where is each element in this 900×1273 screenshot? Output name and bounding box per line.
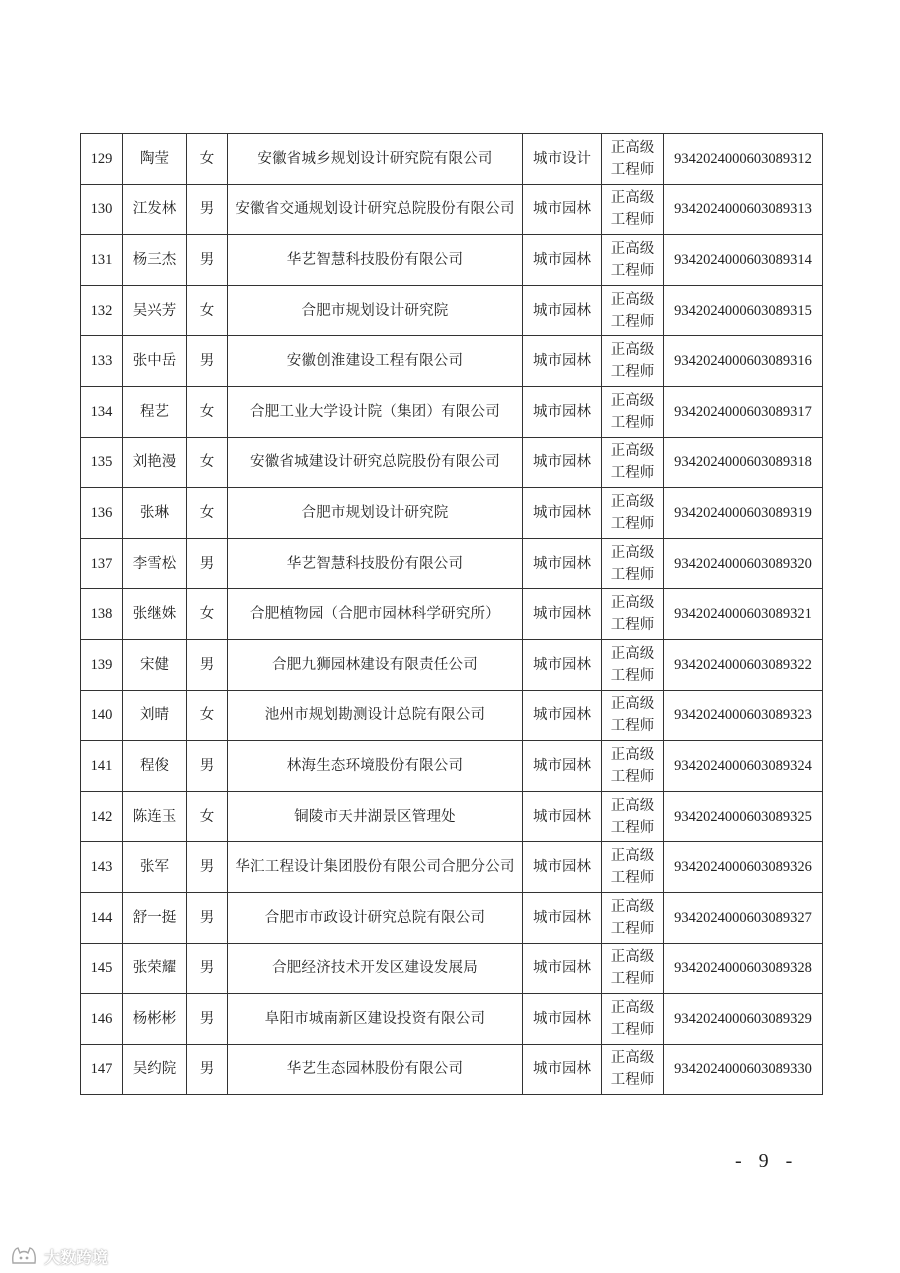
person-name: 程俊: [123, 741, 187, 792]
title-line-1: 正高级: [610, 848, 655, 865]
certificate-number: 9342024000603089318: [664, 437, 823, 488]
specialty-field: 城市园林: [523, 589, 602, 640]
gender: 男: [187, 741, 228, 792]
organization: 合肥市规划设计研究院: [228, 285, 523, 336]
professional-title: [602, 386, 664, 437]
person-name: 杨三杰: [123, 235, 187, 286]
table-row: [81, 488, 823, 539]
title-line-1: 正高级: [610, 797, 655, 814]
row-number: 142: [81, 791, 123, 842]
title-line-2: 工程师: [610, 313, 655, 330]
table-row: [81, 235, 823, 286]
table-row: [81, 386, 823, 437]
professional-title: [602, 589, 664, 640]
professional-title: [602, 336, 664, 387]
title-line-1: 正高级: [610, 342, 655, 359]
title-line-2: 工程师: [610, 1021, 655, 1038]
specialty-field: 城市园林: [523, 336, 602, 387]
table-row: [81, 943, 823, 994]
table-row: [81, 336, 823, 387]
row-number: 137: [81, 538, 123, 589]
table-row: [81, 892, 823, 943]
title-line-1: 正高级: [610, 493, 655, 510]
row-number: 140: [81, 690, 123, 741]
specialty-field: 城市园林: [523, 285, 602, 336]
watermark-text: 大数跨境: [44, 1247, 109, 1267]
title-line-2: 工程师: [610, 971, 655, 988]
certificate-number: 9342024000603089330: [664, 1044, 823, 1095]
organization: 华汇工程设计集团股份有限公司合肥分公司: [228, 842, 523, 893]
person-name: 程艺: [123, 386, 187, 437]
organization: 阜阳市城南新区建设投资有限公司: [228, 994, 523, 1045]
specialty-field: 城市园林: [523, 386, 602, 437]
row-number: 146: [81, 994, 123, 1045]
specialty-field: 城市园林: [523, 791, 602, 842]
professional-title: [602, 437, 664, 488]
certificate-number: 9342024000603089312: [664, 134, 823, 185]
roster-table: [80, 133, 823, 1095]
row-number: 136: [81, 488, 123, 539]
organization: 池州市规划勘测设计总院有限公司: [228, 690, 523, 741]
title-line-1: 正高级: [610, 190, 655, 207]
specialty-field: 城市园林: [523, 690, 602, 741]
person-name: 李雪松: [123, 538, 187, 589]
cat-logo-icon: [10, 1245, 40, 1267]
row-number: 134: [81, 386, 123, 437]
table-row: [81, 184, 823, 235]
gender: 女: [187, 488, 228, 539]
gender: 女: [187, 589, 228, 640]
person-name: 刘晴: [123, 690, 187, 741]
title-line-1: 正高级: [610, 898, 655, 915]
person-name: 杨彬彬: [123, 994, 187, 1045]
table-row: [81, 690, 823, 741]
gender: 男: [187, 639, 228, 690]
table-row: [81, 285, 823, 336]
row-number: 144: [81, 892, 123, 943]
row-number: 132: [81, 285, 123, 336]
professional-title: [602, 943, 664, 994]
certificate-number: 9342024000603089314: [664, 235, 823, 286]
title-line-2: 工程师: [610, 617, 655, 634]
certificate-number: 9342024000603089327: [664, 892, 823, 943]
table-row: [81, 842, 823, 893]
professional-title: [602, 488, 664, 539]
person-name: 陈连玉: [123, 791, 187, 842]
certificate-number: 9342024000603089329: [664, 994, 823, 1045]
gender: 男: [187, 994, 228, 1045]
gender: 男: [187, 943, 228, 994]
person-name: 张中岳: [123, 336, 187, 387]
gender: 女: [187, 134, 228, 185]
gender: 男: [187, 184, 228, 235]
title-line-2: 工程师: [610, 364, 655, 381]
table-row: [81, 538, 823, 589]
specialty-field: 城市园林: [523, 943, 602, 994]
professional-title: [602, 1044, 664, 1095]
gender: 男: [187, 336, 228, 387]
person-name: 张军: [123, 842, 187, 893]
row-number: 135: [81, 437, 123, 488]
title-line-2: 工程师: [610, 667, 655, 684]
organization: 合肥市市政设计研究总院有限公司: [228, 892, 523, 943]
person-name: 宋健: [123, 639, 187, 690]
certificate-number: 9342024000603089320: [664, 538, 823, 589]
title-line-1: 正高级: [610, 746, 655, 763]
row-number: 130: [81, 184, 123, 235]
professional-title: [602, 538, 664, 589]
title-line-2: 工程师: [610, 465, 655, 482]
professional-title: [602, 184, 664, 235]
row-number: 131: [81, 235, 123, 286]
table-row: [81, 134, 823, 185]
table-row: [81, 994, 823, 1045]
title-line-1: 正高级: [610, 443, 655, 460]
professional-title: [602, 639, 664, 690]
certificate-number: 9342024000603089322: [664, 639, 823, 690]
organization: 林海生态环境股份有限公司: [228, 741, 523, 792]
gender: 女: [187, 285, 228, 336]
specialty-field: 城市园林: [523, 892, 602, 943]
person-name: 吴约院: [123, 1044, 187, 1095]
row-number: 129: [81, 134, 123, 185]
gender: 男: [187, 892, 228, 943]
certificate-number: 9342024000603089317: [664, 386, 823, 437]
title-line-1: 正高级: [610, 949, 655, 966]
table-row: [81, 589, 823, 640]
person-name: 张荣耀: [123, 943, 187, 994]
certificate-number: 9342024000603089325: [664, 791, 823, 842]
title-line-2: 工程师: [610, 718, 655, 735]
gender: 女: [187, 437, 228, 488]
gender: 男: [187, 842, 228, 893]
title-line-1: 正高级: [610, 139, 655, 156]
title-line-1: 正高级: [610, 645, 655, 662]
title-line-1: 正高级: [610, 240, 655, 257]
title-line-2: 工程师: [610, 515, 655, 532]
title-line-2: 工程师: [610, 566, 655, 583]
organization: 合肥工业大学设计院（集团）有限公司: [228, 386, 523, 437]
title-line-2: 工程师: [610, 212, 655, 229]
organization: 安徽省城建设计研究总院股份有限公司: [228, 437, 523, 488]
table-row: [81, 1044, 823, 1095]
certificate-number: 9342024000603089313: [664, 184, 823, 235]
person-name: 张琳: [123, 488, 187, 539]
professional-title: [602, 994, 664, 1045]
professional-title: [602, 134, 664, 185]
gender: 女: [187, 690, 228, 741]
title-line-1: 正高级: [610, 595, 655, 612]
title-line-1: 正高级: [610, 1050, 655, 1067]
organization: 华艺生态园林股份有限公司: [228, 1044, 523, 1095]
specialty-field: 城市园林: [523, 538, 602, 589]
title-line-1: 正高级: [610, 696, 655, 713]
table-row: [81, 639, 823, 690]
person-name: 刘艳漫: [123, 437, 187, 488]
gender: 男: [187, 1044, 228, 1095]
title-line-2: 工程师: [610, 1072, 655, 1089]
row-number: 139: [81, 639, 123, 690]
organization: 安徽创淮建设工程有限公司: [228, 336, 523, 387]
organization: 合肥经济技术开发区建设发展局: [228, 943, 523, 994]
title-line-2: 工程师: [610, 870, 655, 887]
person-name: 吴兴芳: [123, 285, 187, 336]
specialty-field: 城市园林: [523, 842, 602, 893]
specialty-field: 城市园林: [523, 1044, 602, 1095]
professional-title: [602, 791, 664, 842]
gender: 女: [187, 386, 228, 437]
title-line-2: 工程师: [610, 262, 655, 279]
certificate-number: 9342024000603089315: [664, 285, 823, 336]
title-line-1: 正高级: [610, 291, 655, 308]
gender: 女: [187, 791, 228, 842]
organization: 华艺智慧科技股份有限公司: [228, 235, 523, 286]
table-row: [81, 437, 823, 488]
organization: 合肥市规划设计研究院: [228, 488, 523, 539]
row-number: 145: [81, 943, 123, 994]
certificate-number: 9342024000603089326: [664, 842, 823, 893]
row-number: 133: [81, 336, 123, 387]
organization: 铜陵市天井湖景区管理处: [228, 791, 523, 842]
gender: 男: [187, 235, 228, 286]
table-row: [81, 791, 823, 842]
specialty-field: 城市园林: [523, 184, 602, 235]
specialty-field: 城市园林: [523, 437, 602, 488]
certificate-number: 9342024000603089323: [664, 690, 823, 741]
professional-title: [602, 741, 664, 792]
table-row: [81, 741, 823, 792]
certificate-number: 9342024000603089316: [664, 336, 823, 387]
specialty-field: 城市园林: [523, 994, 602, 1045]
title-line-2: 工程师: [610, 161, 655, 178]
title-line-2: 工程师: [610, 920, 655, 937]
certificate-number: 9342024000603089319: [664, 488, 823, 539]
row-number: 147: [81, 1044, 123, 1095]
specialty-field: 城市园林: [523, 741, 602, 792]
organization: 安徽省交通规划设计研究总院股份有限公司: [228, 184, 523, 235]
organization: 安徽省城乡规划设计研究院有限公司: [228, 134, 523, 185]
watermark: [10, 1241, 108, 1271]
professional-title: [602, 235, 664, 286]
person-name: 张继姝: [123, 589, 187, 640]
page-number: - 9 -: [735, 1150, 799, 1172]
professional-title: [602, 690, 664, 741]
professional-title: [602, 285, 664, 336]
specialty-field: 城市园林: [523, 488, 602, 539]
title-line-1: 正高级: [610, 999, 655, 1016]
row-number: 141: [81, 741, 123, 792]
certificate-number: 9342024000603089321: [664, 589, 823, 640]
title-line-2: 工程师: [610, 819, 655, 836]
certificate-number: 9342024000603089324: [664, 741, 823, 792]
organization: 华艺智慧科技股份有限公司: [228, 538, 523, 589]
title-line-2: 工程师: [610, 414, 655, 431]
professional-title: [602, 892, 664, 943]
organization: 合肥植物园（合肥市园林科学研究所）: [228, 589, 523, 640]
person-name: 舒一挺: [123, 892, 187, 943]
professional-title: [602, 842, 664, 893]
title-line-1: 正高级: [610, 544, 655, 561]
specialty-field: 城市设计: [523, 134, 602, 185]
organization: 合肥九狮园林建设有限责任公司: [228, 639, 523, 690]
person-name: 江发林: [123, 184, 187, 235]
gender: 男: [187, 538, 228, 589]
certificate-number: 9342024000603089328: [664, 943, 823, 994]
row-number: 138: [81, 589, 123, 640]
specialty-field: 城市园林: [523, 235, 602, 286]
title-line-2: 工程师: [610, 768, 655, 785]
title-line-1: 正高级: [610, 392, 655, 409]
specialty-field: 城市园林: [523, 639, 602, 690]
row-number: 143: [81, 842, 123, 893]
person-name: 陶莹: [123, 134, 187, 185]
roster-body: [81, 134, 823, 1095]
